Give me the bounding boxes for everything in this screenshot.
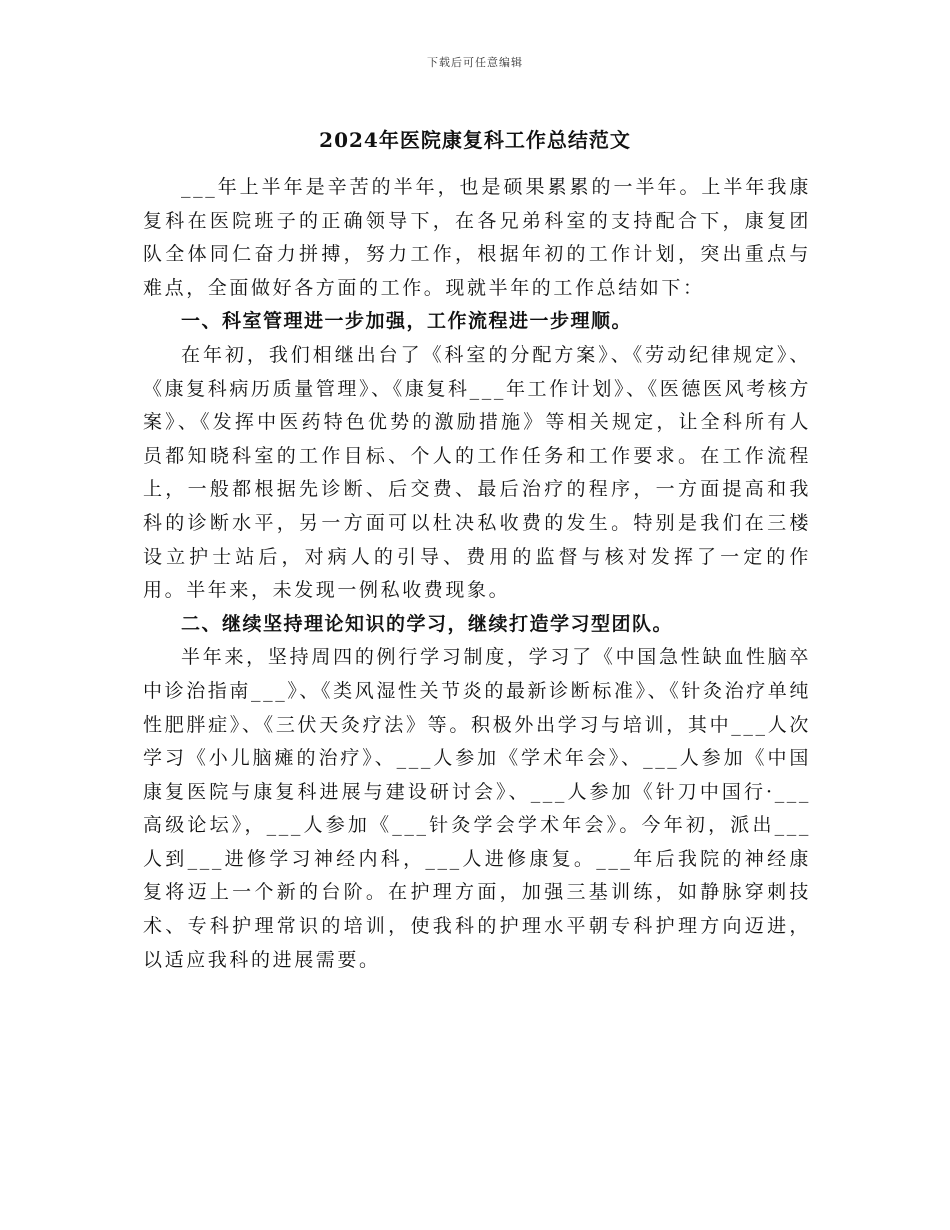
section-paragraph-1: 在年初，我们相继出台了《科室的分配方案》、《劳动纪律规定》、《康复科病历质量管理》、《康复科___年工作计划》、《医德医风考核方案》、《发挥中医药特色优势的激励措施》等相关规定，让全科所有人员都知晓科室的工作目标、个人的工作任务和工作要求。在工作流程上，一般都根据先诊断、后交费、最后治疗的程序，一方面提高和我科的诊断水平，另一方面可以杜决私收费的发生。特别是我们在三楼设立护士站后，对病人的引导、费用的监督与核对发挥了一定的作用。半年来，未发现一例私收费现象。 <box>143 343 811 602</box>
document-title: 2024年医院康复科工作总结范文 <box>319 128 631 152</box>
section-heading-1: 一、科室管理进一步加强，工作流程进一步理顺。 <box>181 310 633 333</box>
header-note: 下载后可任意编辑 <box>427 56 523 69</box>
document-body <box>143 171 811 977</box>
intro-paragraph: ___年上半年是辛苦的半年，也是硕果累累的一半年。上半年我康复科在医院班子的正确领导下，在各兄弟科室的支持配合下，康复团队全体同仁奋力拼搏，努力工作，根据年初的工作计划，突出重点与难点，全面做好各方面的工作。现就半年的工作总结如下： <box>143 176 811 299</box>
section-heading-2: 二、继续坚持理论知识的学习，继续打造学习型团队。 <box>181 612 674 635</box>
section-paragraph-2: 半年来，坚持周四的例行学习制度，学习了《中国急性缺血性脑卒中诊治指南___》、《类风湿性关节炎的最新诊断标准》、《针灸治疗单纯性肥胖症》、《三伏天灸疗法》等。积极外出学习与培训，其中___人次学习《小儿脑瘫的治疗》、___人参加《学术年会》、___人参加《中国康复医院与康复科进展与建设研讨会》、___人参加《针刀中国行·___高级论坛》，___人参加《___针灸学会学术年会》。今年初，派出___人到___进修学习神经内科，___人进修康复。___年后我院的神经康复将迈上一个新的台阶。在护理方面，加强三基训练，如静脉穿刺技术、专科护理常识的培训，使我科的护理水平朝专科护理方向迈进，以适应我科的进展需要。 <box>143 646 811 971</box>
